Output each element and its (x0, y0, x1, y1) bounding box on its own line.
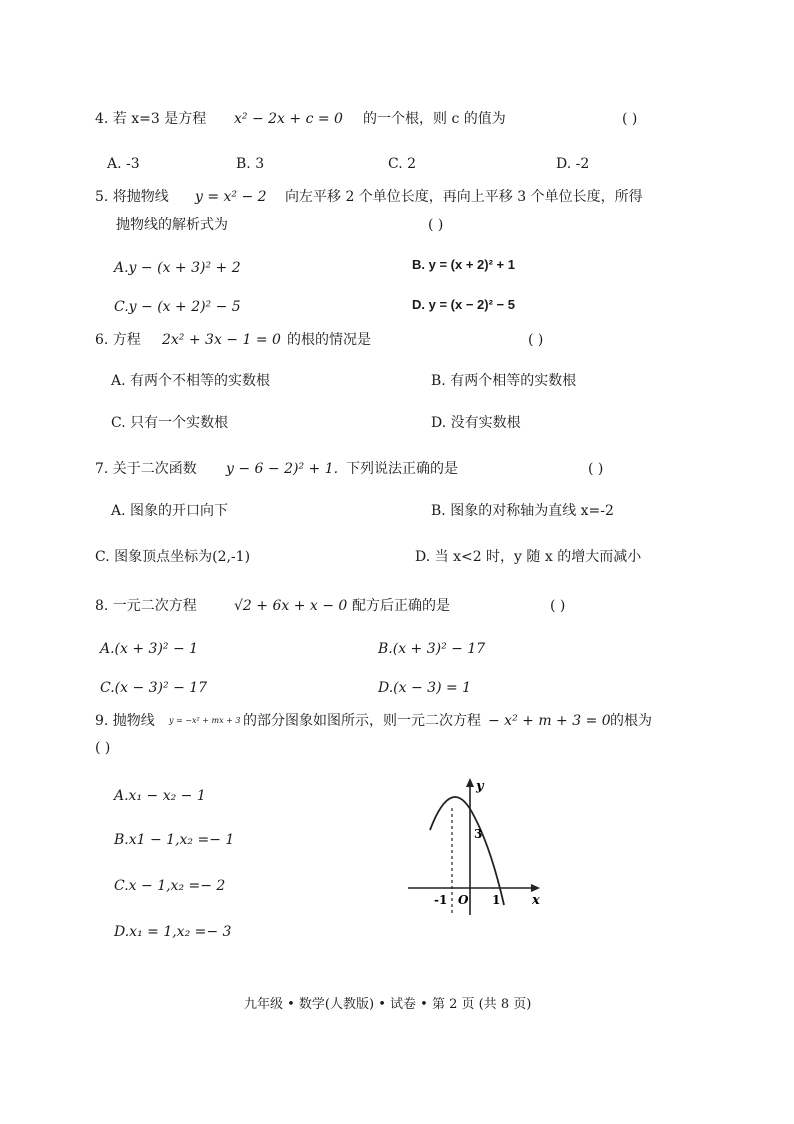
q4-formula: x² − 2x + c = 0 (234, 111, 343, 127)
q9-stem-b: 的部分图象如图所示，则一元二次方程 (243, 713, 481, 729)
q7-option-a: A. 图象的开口向下 (111, 503, 229, 519)
q4-answer-blank: ( ) (622, 111, 638, 127)
q8-formula: √2 + 6x + x − 0 (234, 598, 348, 614)
tick-one-label: 1 (492, 893, 501, 907)
q8-option-d: D.(x − 3) = 1 (378, 680, 472, 696)
q6-option-d: D. 没有实数根 (431, 415, 521, 431)
q4-option-b: B. 3 (236, 156, 265, 172)
y-intercept-label: 3 (474, 827, 483, 841)
q5-formula: y = x² − 2 (195, 189, 267, 205)
q9-formula: − x² + m + 3 = 0 (488, 713, 611, 729)
q4-option-a: A. -3 (107, 156, 140, 172)
q9-option-c: C.x − 1,x₂ =− 2 (114, 878, 226, 894)
q9-answer-blank: ( ) (95, 740, 111, 756)
q5-answer-blank: ( ) (428, 217, 444, 233)
origin-label: O (458, 893, 469, 907)
q6-stem-a: 6. 方程 (95, 332, 141, 348)
x-axis-label: x (532, 893, 540, 908)
q9-option-d: D.x₁ = 1,x₂ =− 3 (114, 924, 232, 940)
q6-option-b: B. 有两个相等的实数根 (431, 373, 577, 389)
x-axis-arrow-icon (531, 884, 540, 892)
q7-option-d: D. 当 x<2 时，y 随 x 的增大而减小 (415, 549, 642, 565)
q8-option-c: C.(x − 3)² − 17 (100, 680, 208, 696)
parabola-curve (430, 797, 504, 905)
q6-option-a: A. 有两个不相等的实数根 (111, 373, 271, 389)
q9-option-b: B.x1 − 1,x₂ =− 1 (114, 832, 235, 848)
q4-stem-b: 的一个根，则 c 的值为 (363, 111, 506, 127)
q7-formula: y − 6 − 2)² + 1. (226, 461, 339, 477)
q9-stem-a: 9. 抛物线 (95, 713, 155, 729)
q6-answer-blank: ( ) (528, 332, 544, 348)
q5-option-d: D. y = (x − 2)² − 5 (412, 297, 515, 312)
q5-line2: 抛物线的解析式为 (116, 217, 228, 233)
q7-stem-a: 7. 关于二次函数 (95, 461, 197, 477)
q8-stem-a: 8. 一元二次方程 (95, 598, 197, 614)
q8-option-b: B.(x + 3)² − 17 (378, 641, 486, 657)
q6-option-c: C. 只有一个实数根 (111, 415, 229, 431)
q9-small-formula: y = −x² + mx + 3 (169, 716, 241, 725)
q9-stem-c: 的根为 (610, 713, 652, 729)
y-axis-arrow-icon (466, 778, 474, 787)
q7-answer-blank: ( ) (588, 461, 604, 477)
q4-stem-a: 4. 若 x=3 是方程 (95, 111, 207, 127)
q4-option-c: C. 2 (388, 156, 417, 172)
q5-option-a: A.y − (x + 3)² + 2 (114, 260, 241, 276)
q9-option-a: A.x₁ − x₂ − 1 (114, 788, 206, 804)
y-axis-label: y (476, 779, 484, 794)
q8-option-a: A.(x + 3)² − 1 (100, 641, 199, 657)
tick-neg-one-label: -1 (434, 893, 448, 907)
q6-formula: 2x² + 3x − 1 = 0 (162, 332, 281, 348)
q8-stem-b: 配方后正确的是 (352, 598, 450, 614)
q7-option-b: B. 图象的对称轴为直线 x=-2 (431, 503, 614, 519)
q5-stem-b: 向左平移 2 个单位长度，再向上平移 3 个单位长度，所得 (285, 189, 643, 205)
q7-stem-b: 下列说法正确的是 (346, 461, 458, 477)
q8-answer-blank: ( ) (550, 598, 566, 614)
q6-stem-b: 的根的情况是 (287, 332, 371, 348)
page-footer: 九年级 • 数学(人教版) • 试卷 • 第 2 页 (共 8 页) (244, 997, 532, 1012)
q4-option-d: D. -2 (556, 156, 590, 172)
q9-parabola-graph (400, 770, 550, 920)
q5-option-c: C.y − (x + 2)² − 5 (114, 299, 241, 315)
q5-stem-a: 5. 将抛物线 (95, 189, 169, 205)
q5-option-b: B. y = (x + 2)² + 1 (412, 257, 515, 272)
q7-option-c: C. 图象顶点坐标为(2,-1) (95, 549, 251, 565)
